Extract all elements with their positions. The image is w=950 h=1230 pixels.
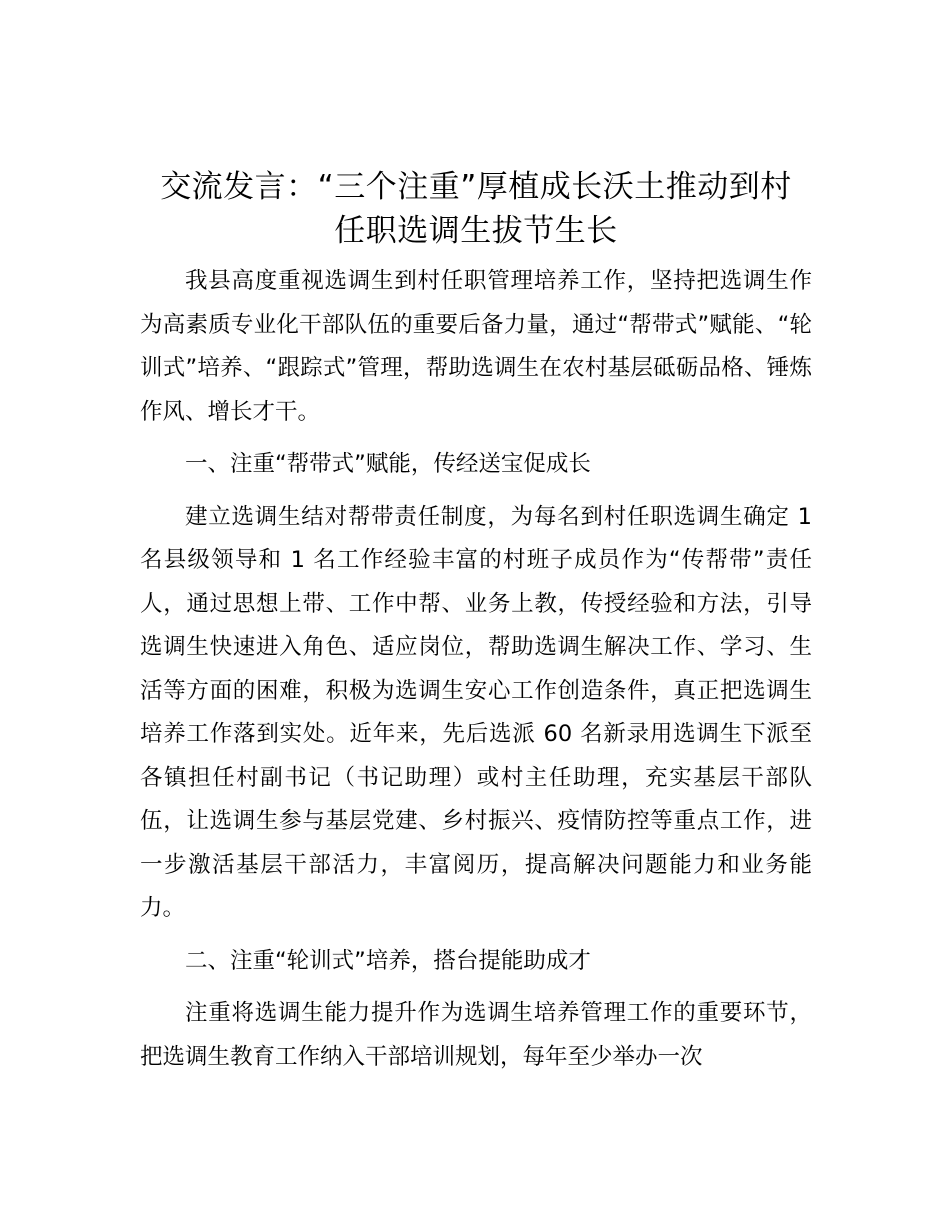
title-line-1: 交流发言：“三个注重”厚植成长沃土推动到村 [160,169,792,205]
document-title [140,165,812,253]
section-1-body: 建立选调生结对帮带责任制度，为每名到村任职选调生确定 1 名县级领导和 1 名工作经验丰富的村班子成员作为“传帮带”责任人，通过思想上带、工作中帮、业务上教，传授经验和方法，引导选调生快速进入角色、适应岗位，帮助选调生解决工作、学习、生活等方面的困难，积极为选调生安心工作创造条件，真正把选调生培养工作落到实处。近年来，先后选派 60 名新录用选调生下派至各镇担任村副书记（书记助理）或村主任助理，充实基层干部队伍，让选调生参与基层党建、乡村振兴、疫情防控等重点工作，进一步激活基层干部活力，丰富阅历，提高解决问题能力和业务能力。 [140,503,812,921]
title-line-2: 任职选调生拔节生长 [334,213,618,249]
section-2-heading: 二、注重“轮训式”培养，搭台提能助成才 [185,947,591,974]
document-page [140,165,812,1079]
intro-paragraph: 我县高度重视选调生到村任职管理培养工作，坚持把选调生作为高素质专业化干部队伍的重要后备力量，通过“帮带式”赋能、“轮训式”培养、“跟踪式”管理，帮助选调生在农村基层砥砺品格、锤炼作风、增长才干。 [140,268,812,425]
section-2-body: 注重将选调生能力提升作为选调生培养管理工作的重要环节，把选调生教育工作纳入干部培训规划，每年至少举办一次 [140,1000,812,1070]
section-1-heading: 一、注重“帮带式”赋能，传经送宝促成长 [185,451,591,477]
